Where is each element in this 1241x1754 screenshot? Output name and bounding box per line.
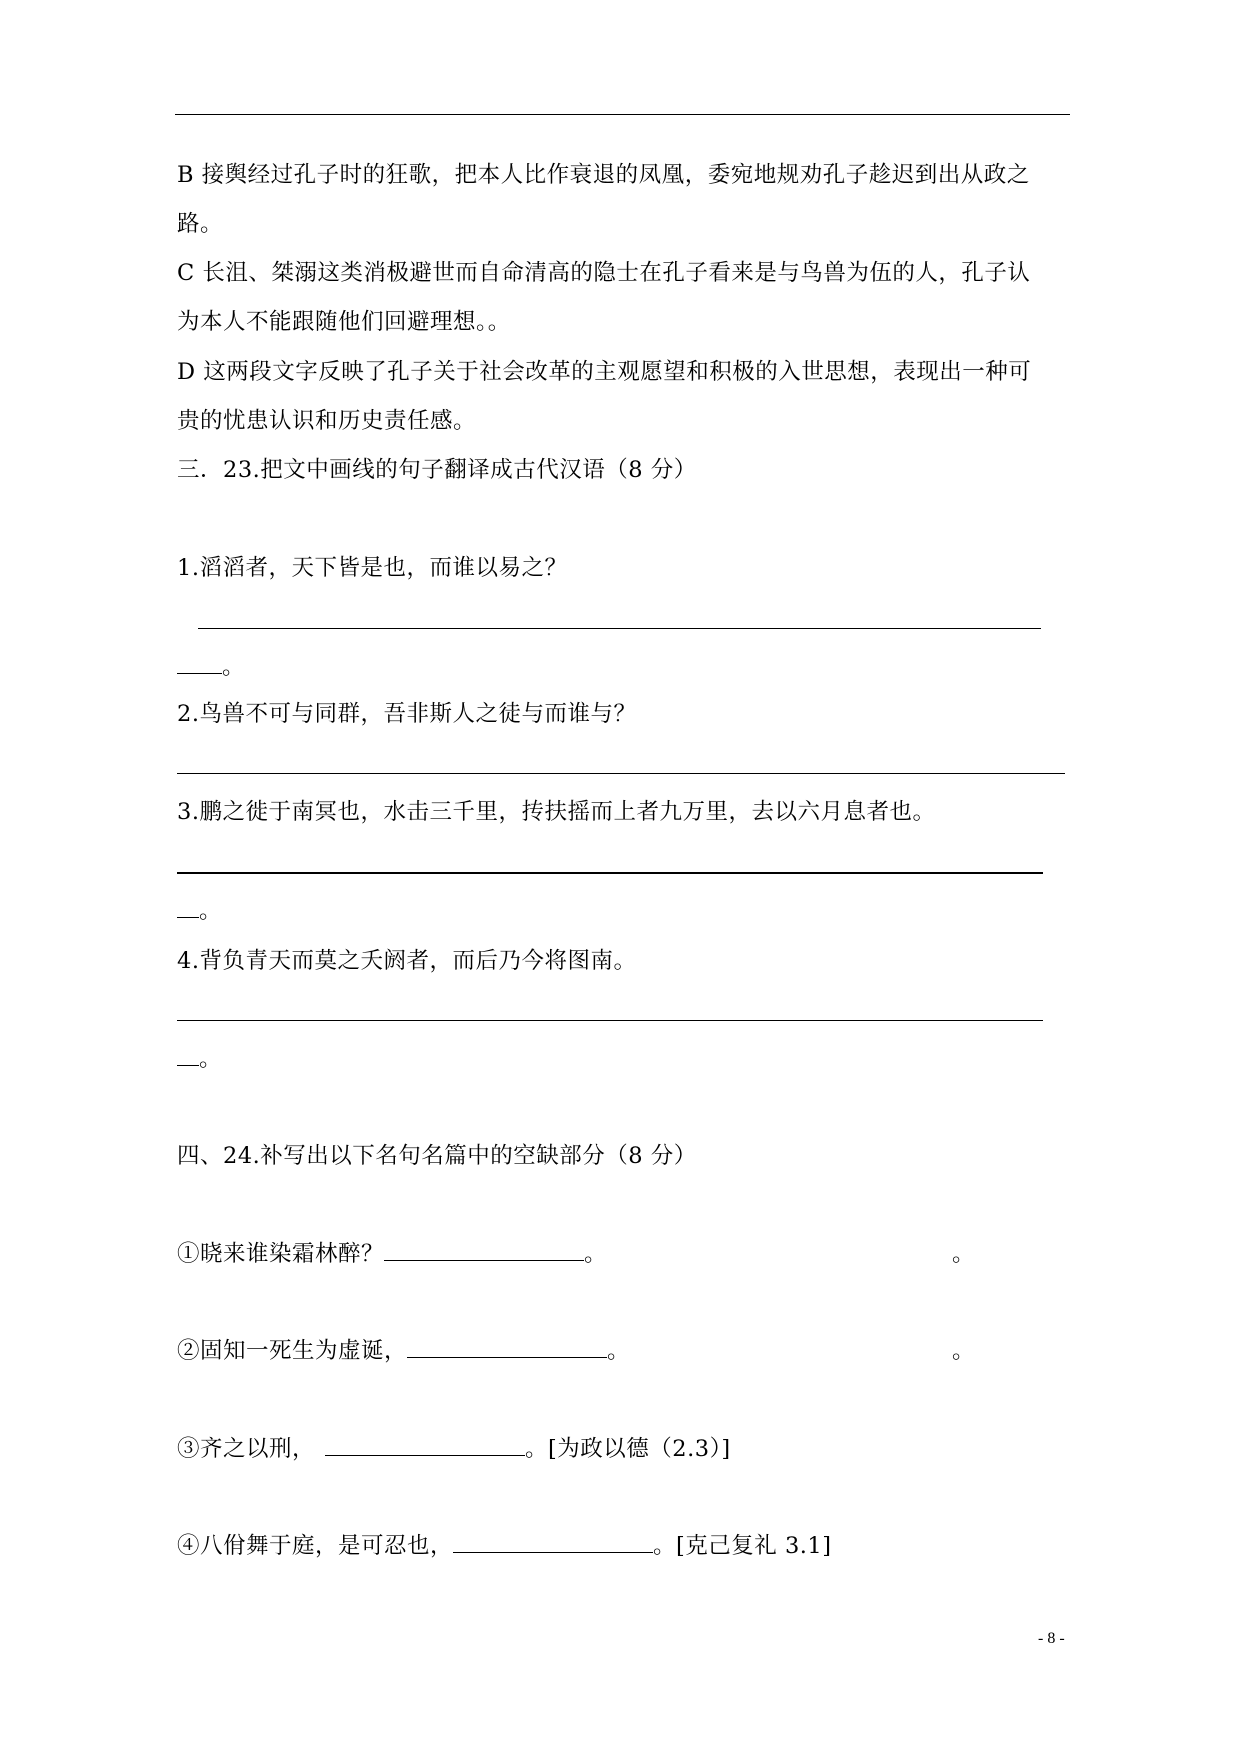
fill-item-1-text: ①晓来谁染霜林醉？	[177, 1241, 385, 1267]
answer-1-end-mark: 。	[222, 654, 246, 680]
fill-item-2-blank[interactable]	[407, 1337, 607, 1358]
fill-item-4	[177, 1531, 832, 1561]
option-c-line-1: C 长沮、桀溺这类消极避世而自命清高的隐士在孔子看来是与鸟兽为伍的人，孔子认	[177, 260, 1031, 286]
answer-4-end-mark: 。	[199, 1046, 223, 1072]
fill-item-1-blank[interactable]	[384, 1240, 584, 1261]
fill-item-3	[177, 1434, 731, 1464]
question-4: 4.背负青天而莫之夭阏者，而后乃今将图南。	[177, 948, 637, 974]
fill-item-1	[177, 1239, 607, 1269]
answer-line-2[interactable]	[177, 773, 1065, 774]
fill-item-4-end: 。[克己复礼 3.1]	[653, 1533, 832, 1559]
answer-1-tail-blank[interactable]	[177, 655, 222, 674]
answer-3-end-mark: 。	[199, 898, 223, 924]
answer-line-4[interactable]	[177, 1020, 1043, 1021]
answer-line-3[interactable]	[177, 872, 1043, 874]
fill-item-2	[177, 1336, 630, 1366]
fill-item-1-end: 。	[584, 1241, 608, 1267]
answer-1-end	[177, 652, 245, 682]
question-3: 3.鹏之徙于南冥也，水击三千里，抟扶摇而上者九万里，去以六月息者也。	[177, 799, 936, 825]
option-b-line-1: B 接舆经过孔子时的狂歌，把本人比作衰退的凤凰，委宛地规劝孔子趁迟到出从政之	[177, 162, 1030, 188]
answer-line-1[interactable]	[198, 628, 1041, 629]
question-1: 1.滔滔者，天下皆是也，而谁以易之？	[177, 555, 568, 581]
answer-3-tail-blank[interactable]	[177, 899, 199, 918]
answer-4-tail-blank[interactable]	[177, 1047, 199, 1066]
option-d-line-2: 贵的忧患认识和历史责任感。	[177, 408, 477, 434]
fill-item-3-end: 。[为政以德（2.3）]	[525, 1436, 731, 1462]
page-number: - 8 -	[1038, 1630, 1065, 1647]
option-b-line-2: 路。	[177, 211, 224, 237]
fill-item-1-trailing-mark: 。	[952, 1241, 975, 1267]
fill-item-2-trailing-mark: 。	[952, 1338, 975, 1364]
answer-3-end	[177, 896, 222, 926]
fill-item-3-text: ③齐之以刑，	[177, 1436, 316, 1462]
fill-item-2-text: ②固知一死生为虚诞，	[177, 1338, 408, 1364]
header-rule	[175, 114, 1070, 115]
option-d-line-1: D 这两段文字反映了孔子关于社会改革的主观愿望和积极的入世思想，表现出一种可	[177, 359, 1032, 385]
question-2: 2.鸟兽不可与同群，吾非斯人之徒与而谁与？	[177, 701, 637, 727]
answer-4-end	[177, 1044, 222, 1074]
fill-item-3-blank[interactable]	[325, 1435, 525, 1456]
section4-heading: 四、24.补写出以下名句名篇中的空缺部分（8 分）	[177, 1143, 697, 1169]
fill-item-4-blank[interactable]	[453, 1532, 653, 1553]
fill-item-2-end: 。	[607, 1338, 631, 1364]
section3-heading: 三．23.把文中画线的句子翻译成古代汉语（8 分）	[177, 457, 697, 483]
fill-item-4-text: ④八佾舞于庭，是可忍也，	[177, 1533, 454, 1559]
option-c-line-2: 为本人不能跟随他们回避理想。。	[177, 309, 511, 335]
